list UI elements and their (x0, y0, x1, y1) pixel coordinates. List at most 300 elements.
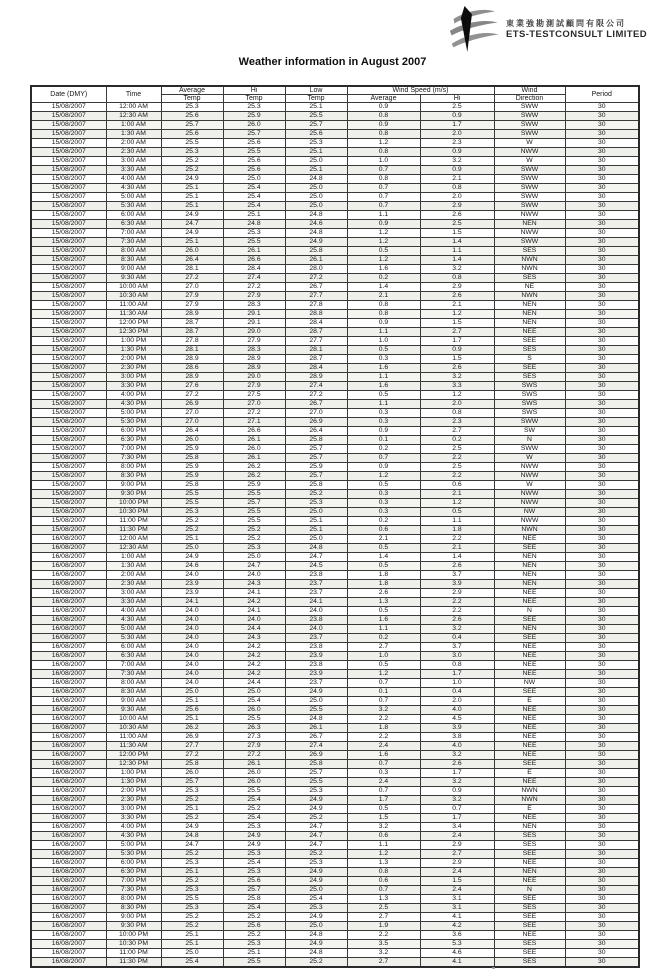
table-cell: 24.9 (161, 823, 223, 832)
table-cell: SWW (494, 193, 565, 202)
table-cell: 25.7 (285, 445, 347, 454)
table-cell: 1.2 (347, 238, 420, 247)
table-row (31, 130, 639, 139)
table-cell: 30 (565, 445, 639, 454)
table-cell: 3.2 (347, 706, 420, 715)
table-cell: 16/08/2007 (31, 661, 106, 670)
table-cell: 11:00 AM (106, 733, 161, 742)
table-cell: 7:30 PM (106, 454, 161, 463)
table-cell: 25.3 (223, 103, 285, 112)
table-cell: 6:00 PM (106, 859, 161, 868)
table-cell: NWW (494, 490, 565, 499)
table-cell: 25.9 (223, 112, 285, 121)
table-cell: 15/08/2007 (31, 175, 106, 184)
table-cell: 30 (565, 652, 639, 661)
table-cell: 25.2 (223, 913, 285, 922)
table-cell: SWW (494, 202, 565, 211)
table-cell: 25.1 (161, 931, 223, 940)
table-cell: 30 (565, 310, 639, 319)
table-cell: SEE (494, 760, 565, 769)
table-cell: 4.2 (420, 922, 494, 931)
table-cell: 5:30 PM (106, 418, 161, 427)
table-cell: 15/08/2007 (31, 472, 106, 481)
table-cell: 1:00 AM (106, 553, 161, 562)
table-cell: 2.0 (420, 697, 494, 706)
table-cell: 24.9 (285, 868, 347, 877)
table-cell: 29.0 (223, 328, 285, 337)
table-row (31, 310, 639, 319)
table-cell: 27.0 (285, 409, 347, 418)
table-cell: 24.9 (285, 940, 347, 949)
table-cell: NWW (494, 472, 565, 481)
table-cell: 11:00 AM (106, 301, 161, 310)
table-cell: 30 (565, 418, 639, 427)
table-cell: SWS (494, 391, 565, 400)
table-row (31, 715, 639, 724)
table-cell: NEN (494, 301, 565, 310)
table-cell: 3.1 (420, 904, 494, 913)
table-cell: 1.6 (347, 382, 420, 391)
table-cell: 15/08/2007 (31, 463, 106, 472)
table-row (31, 166, 639, 175)
col-header-average: Average (161, 86, 223, 95)
table-cell: 25.4 (223, 202, 285, 211)
table-cell: 30 (565, 886, 639, 895)
table-cell: 25.2 (161, 796, 223, 805)
table-cell: 24.2 (223, 643, 285, 652)
table-cell: 30 (565, 148, 639, 157)
table-cell: 30 (565, 265, 639, 274)
col-header-time: Time (106, 86, 161, 103)
table-cell: 25.0 (161, 949, 223, 958)
table-cell: 1.2 (347, 472, 420, 481)
table-cell: 3:30 PM (106, 814, 161, 823)
table-cell: SES (494, 904, 565, 913)
table-cell: 16/08/2007 (31, 553, 106, 562)
table-cell: 12:00 AM (106, 535, 161, 544)
table-cell: 25.8 (285, 481, 347, 490)
col-header-low: Low (285, 86, 347, 95)
table-cell: NEN (494, 571, 565, 580)
table-cell: 29.1 (223, 310, 285, 319)
table-cell: 25.0 (285, 886, 347, 895)
table-cell: 2.5 (347, 904, 420, 913)
table-cell: 30 (565, 220, 639, 229)
col-header-date: Date (DMY) (31, 86, 106, 103)
table-cell: SWW (494, 166, 565, 175)
table-cell: 28.9 (161, 310, 223, 319)
table-cell: 3.4 (420, 823, 494, 832)
table-cell: 27.2 (161, 391, 223, 400)
table-row (31, 598, 639, 607)
table-cell: 1.6 (347, 751, 420, 760)
table-cell: 9:00 AM (106, 697, 161, 706)
table-cell: 0.5 (347, 607, 420, 616)
table-cell: 24.9 (285, 805, 347, 814)
table-cell: 15/08/2007 (31, 364, 106, 373)
table-cell: 25.2 (161, 166, 223, 175)
table-cell: 16/08/2007 (31, 607, 106, 616)
table-cell: 15/08/2007 (31, 202, 106, 211)
table-cell: 4:30 PM (106, 832, 161, 841)
table-cell: NW (494, 679, 565, 688)
table-row (31, 544, 639, 553)
table-cell: SES (494, 247, 565, 256)
table-row (31, 535, 639, 544)
table-cell: 30 (565, 832, 639, 841)
table-cell: 2.6 (420, 364, 494, 373)
table-cell: 1.2 (420, 310, 494, 319)
table-cell: 12:00 AM (106, 103, 161, 112)
table-cell: 27.4 (285, 382, 347, 391)
table-cell: 26.9 (161, 400, 223, 409)
table-cell: 25.9 (223, 481, 285, 490)
table-cell: 0.9 (420, 148, 494, 157)
table-cell: 0.7 (347, 886, 420, 895)
table-row (31, 517, 639, 526)
table-cell: 30 (565, 256, 639, 265)
table-cell: 29.0 (223, 373, 285, 382)
table-cell: 0.4 (420, 634, 494, 643)
table-cell: 24.8 (285, 931, 347, 940)
table-cell: 30 (565, 121, 639, 130)
table-cell: 25.1 (161, 535, 223, 544)
table-cell: SES (494, 940, 565, 949)
table-cell: 24.0 (161, 634, 223, 643)
table-row (31, 949, 639, 958)
table-cell: 26.7 (285, 283, 347, 292)
table-cell: 15/08/2007 (31, 238, 106, 247)
table-cell: 28.4 (285, 319, 347, 328)
table-cell: 25.4 (223, 796, 285, 805)
table-cell: 25.0 (223, 553, 285, 562)
table-cell: 0.3 (347, 355, 420, 364)
table-cell: 26.6 (223, 427, 285, 436)
table-cell: 25.4 (285, 895, 347, 904)
table-cell: 1.8 (347, 571, 420, 580)
table-cell: 25.8 (223, 895, 285, 904)
table-cell: 1:00 PM (106, 337, 161, 346)
table-cell: 25.0 (285, 184, 347, 193)
table-cell: 26.0 (161, 247, 223, 256)
table-cell: 2:00 PM (106, 355, 161, 364)
table-cell: 8:30 AM (106, 688, 161, 697)
table-cell: 28.3 (223, 346, 285, 355)
table-cell: 28.9 (223, 364, 285, 373)
table-cell: 0.1 (347, 688, 420, 697)
table-cell: NEN (494, 553, 565, 562)
table-cell: 1.4 (347, 283, 420, 292)
table-row (31, 661, 639, 670)
table-cell: 30 (565, 274, 639, 283)
table-cell: 0.9 (347, 121, 420, 130)
table-cell: 30 (565, 301, 639, 310)
table-cell: 2:30 AM (106, 148, 161, 157)
table-row (31, 814, 639, 823)
table-cell: 30 (565, 364, 639, 373)
table-cell: 2.1 (420, 544, 494, 553)
table-row (31, 724, 639, 733)
table-row (31, 607, 639, 616)
table-cell: 2.5 (420, 463, 494, 472)
table-cell: 24.8 (285, 715, 347, 724)
table-cell: NEE (494, 598, 565, 607)
table-cell: 25.5 (223, 715, 285, 724)
table-cell: SEE (494, 850, 565, 859)
table-cell: 1.7 (420, 337, 494, 346)
table-cell: 30 (565, 733, 639, 742)
table-cell: 24.8 (285, 211, 347, 220)
table-cell: 1:30 AM (106, 130, 161, 139)
table-cell: 25.3 (285, 859, 347, 868)
table-row (31, 328, 639, 337)
table-cell: 3.2 (420, 157, 494, 166)
table-row (31, 940, 639, 949)
table-cell: 1.2 (420, 391, 494, 400)
table-cell: SES (494, 958, 565, 968)
table-cell: 28.7 (285, 355, 347, 364)
table-row (31, 742, 639, 751)
table-cell: 25.5 (223, 148, 285, 157)
table-cell: 2.3 (420, 139, 494, 148)
table-cell: 25.5 (161, 895, 223, 904)
table-cell: N (494, 607, 565, 616)
table-cell: SWW (494, 175, 565, 184)
table-cell: 25.5 (223, 787, 285, 796)
table-cell: 25.0 (223, 175, 285, 184)
table-cell: 25.3 (285, 499, 347, 508)
table-cell: 6:30 AM (106, 652, 161, 661)
table-cell: NWN (494, 796, 565, 805)
table-row (31, 769, 639, 778)
table-cell: 24.9 (223, 832, 285, 841)
table-cell: 10:00 AM (106, 283, 161, 292)
table-cell: 26.0 (223, 778, 285, 787)
table-cell: 25.7 (223, 499, 285, 508)
table-cell: 25.3 (223, 868, 285, 877)
table-cell: 12:00 PM (106, 751, 161, 760)
table-cell: 2.5 (420, 220, 494, 229)
table-cell: 1.0 (420, 679, 494, 688)
table-cell: 28.7 (285, 328, 347, 337)
table-row (31, 202, 639, 211)
table-row (31, 391, 639, 400)
table-cell: S (494, 355, 565, 364)
table-cell: 24.7 (285, 823, 347, 832)
table-cell: 25.2 (161, 850, 223, 859)
table-cell: 25.1 (285, 103, 347, 112)
table-cell: 3:00 AM (106, 157, 161, 166)
table-cell: 25.2 (285, 958, 347, 968)
table-cell: 15/08/2007 (31, 229, 106, 238)
table-cell: 2.9 (420, 589, 494, 598)
table-cell: W (494, 157, 565, 166)
table-row (31, 571, 639, 580)
table-cell: 0.8 (347, 310, 420, 319)
table-cell: NWN (494, 265, 565, 274)
table-cell: 26.1 (223, 760, 285, 769)
table-cell: 15/08/2007 (31, 400, 106, 409)
table-cell: SES (494, 274, 565, 283)
table-cell: 1.5 (420, 355, 494, 364)
table-cell: 8:30 PM (106, 904, 161, 913)
table-cell: 16/08/2007 (31, 751, 106, 760)
table-header (31, 86, 639, 103)
table-cell: 16/08/2007 (31, 715, 106, 724)
table-cell: 16/08/2007 (31, 886, 106, 895)
table-cell: 1.7 (420, 814, 494, 823)
table-cell: 26.4 (161, 256, 223, 265)
table-cell: 16/08/2007 (31, 904, 106, 913)
table-cell: 24.0 (161, 661, 223, 670)
table-cell: 24.0 (161, 571, 223, 580)
table-cell: 16/08/2007 (31, 562, 106, 571)
table-cell: 25.3 (161, 103, 223, 112)
table-cell: 0.8 (420, 409, 494, 418)
table-cell: 30 (565, 535, 639, 544)
table-cell: 25.3 (223, 823, 285, 832)
table-cell: 3.1 (420, 895, 494, 904)
table-row (31, 859, 639, 868)
table-cell: 2:30 PM (106, 364, 161, 373)
table-cell: 0.5 (347, 346, 420, 355)
table-cell: 2.1 (347, 292, 420, 301)
table-cell: 24.4 (223, 625, 285, 634)
table-cell: 30 (565, 283, 639, 292)
table-cell: NEN (494, 823, 565, 832)
table-cell: 16/08/2007 (31, 796, 106, 805)
table-cell: 16/08/2007 (31, 760, 106, 769)
table-cell: NEE (494, 742, 565, 751)
table-cell: 28.3 (223, 301, 285, 310)
table-cell: 4:30 AM (106, 184, 161, 193)
table-cell: 4:00 PM (106, 823, 161, 832)
table-cell: 25.2 (223, 931, 285, 940)
table-cell: 15/08/2007 (31, 148, 106, 157)
table-cell: 30 (565, 625, 639, 634)
table-cell: 8:00 AM (106, 247, 161, 256)
table-row (31, 787, 639, 796)
table-cell: 1.7 (347, 796, 420, 805)
table-cell: 0.3 (347, 418, 420, 427)
table-row (31, 346, 639, 355)
table-cell: 0.5 (347, 562, 420, 571)
table-cell: 1.7 (420, 670, 494, 679)
table-cell: 2.4 (347, 778, 420, 787)
table-cell: 24.0 (223, 616, 285, 625)
table-cell: 0.3 (347, 508, 420, 517)
table-cell: 25.3 (161, 886, 223, 895)
table-cell: 7:00 PM (106, 445, 161, 454)
table-cell: 8:00 PM (106, 895, 161, 904)
table-row (31, 274, 639, 283)
table-cell: E (494, 805, 565, 814)
table-cell: SEE (494, 913, 565, 922)
table-row (31, 526, 639, 535)
table-cell: 0.7 (347, 697, 420, 706)
table-cell: 27.8 (285, 301, 347, 310)
table-cell: 16/08/2007 (31, 841, 106, 850)
table-cell: 2.1 (420, 490, 494, 499)
table-row (31, 184, 639, 193)
table-row (31, 211, 639, 220)
table-cell: 25.2 (161, 877, 223, 886)
table-cell: 2.7 (420, 427, 494, 436)
table-cell: NEE (494, 778, 565, 787)
table-cell: SWW (494, 418, 565, 427)
table-cell: 30 (565, 184, 639, 193)
table-cell: 27.2 (161, 751, 223, 760)
table-cell: 1:30 AM (106, 562, 161, 571)
table-cell: SEE (494, 895, 565, 904)
table-cell: 25.1 (161, 868, 223, 877)
table-cell: 30 (565, 931, 639, 940)
table-cell: 24.9 (161, 175, 223, 184)
table-cell: 4:00 PM (106, 391, 161, 400)
table-cell: 24.9 (285, 238, 347, 247)
table-cell: 9:30 PM (106, 922, 161, 931)
table-cell: 15/08/2007 (31, 184, 106, 193)
table-cell: 15/08/2007 (31, 499, 106, 508)
table-cell: 11:00 PM (106, 517, 161, 526)
table-cell: 30 (565, 319, 639, 328)
table-row (31, 706, 639, 715)
table-cell: 16/08/2007 (31, 958, 106, 968)
table-row (31, 832, 639, 841)
table-cell: 25.3 (223, 229, 285, 238)
table-cell: 9:00 AM (106, 265, 161, 274)
table-cell: NWW (494, 229, 565, 238)
table-cell: 28.1 (161, 346, 223, 355)
table-cell: 1.5 (420, 229, 494, 238)
table-cell: 5:00 AM (106, 625, 161, 634)
table-cell: 25.2 (223, 805, 285, 814)
table-cell: 24.0 (223, 571, 285, 580)
table-cell: 12:30 AM (106, 544, 161, 553)
table-cell: 3:00 PM (106, 805, 161, 814)
table-cell: 1.2 (347, 139, 420, 148)
table-cell: 30 (565, 526, 639, 535)
table-cell: 2.2 (420, 535, 494, 544)
table-cell: 28.0 (285, 265, 347, 274)
table-row (31, 616, 639, 625)
table-cell: 30 (565, 913, 639, 922)
table-cell: 0.5 (420, 508, 494, 517)
col-subheader-low-temp: Temp (285, 95, 347, 103)
table-cell: 25.3 (161, 508, 223, 517)
col-subheader-avg-temp: Temp (161, 95, 223, 103)
table-cell: 25.2 (161, 814, 223, 823)
table-cell: 1.5 (347, 814, 420, 823)
table-cell: 2.6 (420, 292, 494, 301)
table-cell: 26.0 (223, 769, 285, 778)
table-cell: 6:00 AM (106, 211, 161, 220)
col-header-wind: Wind (494, 86, 565, 95)
table-cell: 11:30 PM (106, 526, 161, 535)
table-cell: 0.7 (347, 202, 420, 211)
table-row (31, 238, 639, 247)
table-cell: 16/08/2007 (31, 787, 106, 796)
table-cell: 28.9 (161, 373, 223, 382)
table-cell: 26.0 (223, 445, 285, 454)
table-cell: 0.5 (347, 661, 420, 670)
table-cell: 16/08/2007 (31, 949, 106, 958)
table-cell: 30 (565, 724, 639, 733)
table-cell: 2.7 (347, 958, 420, 968)
table-cell: 30 (565, 346, 639, 355)
table-cell: 26.1 (223, 454, 285, 463)
weather-table-body (31, 103, 639, 968)
